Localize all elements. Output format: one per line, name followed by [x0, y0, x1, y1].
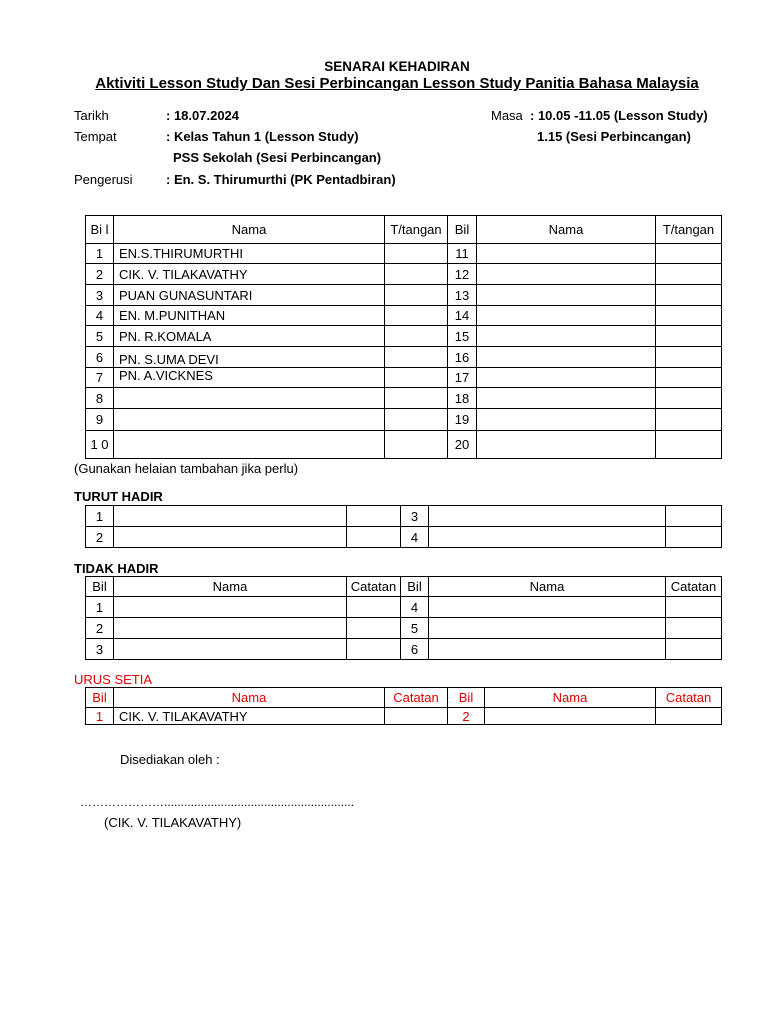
row-bil: 18: [448, 388, 477, 409]
row-bil: 5: [86, 326, 114, 347]
row-bil: 9: [86, 409, 114, 431]
signature-cell[interactable]: [666, 527, 722, 548]
masa-value-2: 1.15 (Sesi Perbincangan): [537, 129, 691, 144]
header-nama: Nama: [477, 216, 656, 244]
row-bil: 5: [401, 618, 429, 639]
row-bil: 13: [448, 285, 477, 306]
header-catatan: Catatan: [666, 577, 722, 597]
row-name[interactable]: [429, 527, 666, 548]
catatan-cell[interactable]: [656, 708, 722, 725]
header-nama: Nama: [114, 216, 385, 244]
pengerusi-value: : En. S. Thirumurthi (PK Pentadbiran): [166, 172, 396, 187]
row-bil: 4: [401, 597, 429, 618]
row-bil: 1 0: [86, 431, 114, 459]
tarikh-value: : 18.07.2024: [166, 108, 240, 123]
catatan-cell[interactable]: [347, 618, 401, 639]
signature-cell[interactable]: [656, 409, 722, 431]
header-ttangan: T/tangan: [656, 216, 722, 244]
signature-cell[interactable]: [385, 347, 448, 368]
row-bil: 2: [448, 708, 485, 725]
signature-cell[interactable]: [385, 264, 448, 285]
row-bil: 14: [448, 306, 477, 326]
row-bil: 1: [86, 244, 114, 264]
table-row: [86, 244, 722, 264]
row-bil: 3: [86, 639, 114, 660]
header-nama: Nama: [429, 577, 666, 597]
table-row: [86, 388, 722, 409]
row-bil: 6: [401, 639, 429, 660]
signature-cell[interactable]: [385, 285, 448, 306]
header-catatan: Catatan: [656, 688, 722, 708]
signature-cell[interactable]: [385, 388, 448, 409]
row-bil: 4: [401, 527, 429, 548]
row-name: CIK. V. TILAKAVATHY: [114, 264, 385, 285]
row-name[interactable]: [114, 388, 385, 409]
catatan-cell[interactable]: [385, 708, 448, 725]
catatan-cell[interactable]: [347, 597, 401, 618]
row-name: EN.S.THIRUMURTHI: [114, 244, 385, 264]
row-bil: 11: [448, 244, 477, 264]
row-name[interactable]: [114, 597, 347, 618]
prepared-by-label: Disediakan oleh :: [120, 752, 220, 767]
row-name[interactable]: [114, 409, 385, 431]
signature-cell[interactable]: [656, 368, 722, 388]
header-bil: Bil: [86, 688, 114, 708]
turut-hadir-table: [85, 505, 722, 548]
header-catatan: Catatan: [385, 688, 448, 708]
signature-cell[interactable]: [656, 347, 722, 368]
urus-setia-header-row: [86, 688, 722, 708]
row-bil: 2: [86, 618, 114, 639]
attendance-table: [85, 215, 722, 459]
row-name[interactable]: [429, 618, 666, 639]
row-bil: 12: [448, 264, 477, 285]
row-name[interactable]: [485, 708, 656, 725]
row-bil: 20: [448, 431, 477, 459]
masa-value-1: : 10.05 -11.05 (Lesson Study): [530, 108, 708, 123]
row-name[interactable]: [477, 388, 656, 409]
row-name[interactable]: [429, 597, 666, 618]
tempat-value-2: PSS Sekolah (Sesi Perbincangan): [173, 150, 382, 165]
row-name[interactable]: [477, 431, 656, 459]
table-row: [86, 409, 722, 431]
row-bil: 1: [86, 506, 114, 527]
table-row: [86, 368, 722, 388]
header-nama: Nama: [114, 577, 347, 597]
table-row: [86, 326, 722, 347]
row-name[interactable]: [114, 639, 347, 660]
table-row: [86, 527, 722, 548]
tempat-label: Tempat: [74, 129, 117, 144]
row-bil: 2: [86, 527, 114, 548]
signature-cell[interactable]: [385, 368, 448, 388]
tempat-value-1: : Kelas Tahun 1 (Lesson Study): [166, 129, 359, 144]
row-name: PN. S.UMA DEVI: [114, 347, 385, 368]
tidak-hadir-table: [85, 576, 722, 660]
row-name: PUAN GUNASUNTARI: [114, 285, 385, 306]
table-row: [86, 639, 722, 660]
row-bil: 4: [86, 306, 114, 326]
pengerusi-label: Pengerusi: [74, 172, 133, 187]
row-name[interactable]: [429, 506, 666, 527]
row-name[interactable]: [477, 285, 656, 306]
signature-cell[interactable]: [385, 244, 448, 264]
row-name: CIK. V. TILAKAVATHY: [114, 708, 385, 725]
table-row: [86, 264, 722, 285]
catatan-cell[interactable]: [666, 597, 722, 618]
attendance-note: (Gunakan helaian tambahan jika perlu): [74, 461, 299, 476]
signature-cell[interactable]: [656, 306, 722, 326]
document-title: SENARAI KEHADIRAN: [324, 59, 470, 74]
table-row: [86, 306, 722, 326]
catatan-cell[interactable]: [347, 639, 401, 660]
header-bil: Bil: [448, 688, 485, 708]
signature-cell[interactable]: [385, 306, 448, 326]
row-bil: 1: [86, 708, 114, 725]
urus-setia-heading: URUS SETIA: [74, 672, 153, 687]
row-bil: 16: [448, 347, 477, 368]
row-name[interactable]: [477, 368, 656, 388]
signature-line: ………………….........................................................: [80, 795, 355, 809]
signature-cell[interactable]: [656, 264, 722, 285]
signature-cell[interactable]: [385, 409, 448, 431]
row-name: EN. M.PUNITHAN: [114, 306, 385, 326]
header-bil: Bil: [401, 577, 429, 597]
row-bil: 7: [86, 368, 114, 388]
row-name[interactable]: [477, 409, 656, 431]
row-name[interactable]: [477, 244, 656, 264]
masa-label: Masa: [491, 108, 523, 123]
header-catatan: Catatan: [347, 577, 401, 597]
header-bil: Bi l: [86, 216, 114, 244]
row-name: PN. R.KOMALA: [114, 326, 385, 347]
signature-cell[interactable]: [385, 431, 448, 459]
table-row: [86, 618, 722, 639]
row-bil: 2: [86, 264, 114, 285]
row-name[interactable]: [114, 506, 347, 527]
row-name[interactable]: [477, 326, 656, 347]
signature-cell[interactable]: [656, 285, 722, 306]
row-name[interactable]: [114, 618, 347, 639]
header-ttangan: T/tangan: [385, 216, 448, 244]
table-row: [86, 708, 722, 725]
header-bil: Bil: [86, 577, 114, 597]
attendance-header-row: [86, 216, 722, 244]
table-row: [86, 431, 722, 459]
row-bil: 19: [448, 409, 477, 431]
signature-cell[interactable]: [656, 388, 722, 409]
urus-setia-table: [85, 687, 722, 725]
row-bil: 15: [448, 326, 477, 347]
catatan-cell[interactable]: [666, 618, 722, 639]
table-row: [86, 597, 722, 618]
signature-cell[interactable]: [656, 431, 722, 459]
tarikh-label: Tarikh: [74, 108, 109, 123]
header-nama: Nama: [114, 688, 385, 708]
row-name[interactable]: [477, 264, 656, 285]
signature-cell[interactable]: [656, 244, 722, 264]
row-bil: 6: [86, 347, 114, 368]
signature-cell[interactable]: [666, 506, 722, 527]
row-name[interactable]: [477, 306, 656, 326]
row-bil: 1: [86, 597, 114, 618]
document-subtitle: Aktiviti Lesson Study Dan Sesi Perbincangan Lesson Study Panitia Bahasa Malaysia: [95, 75, 699, 92]
tidak-hadir-header-row: [86, 577, 722, 597]
turut-hadir-heading: TURUT HADIR: [74, 489, 163, 504]
row-name[interactable]: [429, 639, 666, 660]
row-bil: 17: [448, 368, 477, 388]
header-bil: Bil: [448, 216, 477, 244]
row-bil: 8: [86, 388, 114, 409]
table-row: [86, 285, 722, 306]
row-name[interactable]: [114, 527, 347, 548]
row-bil: 3: [401, 506, 429, 527]
signature-cell[interactable]: [385, 326, 448, 347]
table-row: [86, 506, 722, 527]
signature-cell[interactable]: [656, 326, 722, 347]
signature-cell[interactable]: [347, 527, 401, 548]
tidak-hadir-heading: TIDAK HADIR: [74, 561, 159, 576]
signatory-name: (CIK. V. TILAKAVATHY): [104, 815, 242, 830]
row-bil: 3: [86, 285, 114, 306]
row-name[interactable]: [477, 347, 656, 368]
signature-cell[interactable]: [347, 506, 401, 527]
row-name: PN. A.VICKNES: [114, 368, 385, 388]
catatan-cell[interactable]: [666, 639, 722, 660]
table-row: [86, 347, 722, 368]
row-name[interactable]: [114, 431, 385, 459]
header-nama: Nama: [485, 688, 656, 708]
